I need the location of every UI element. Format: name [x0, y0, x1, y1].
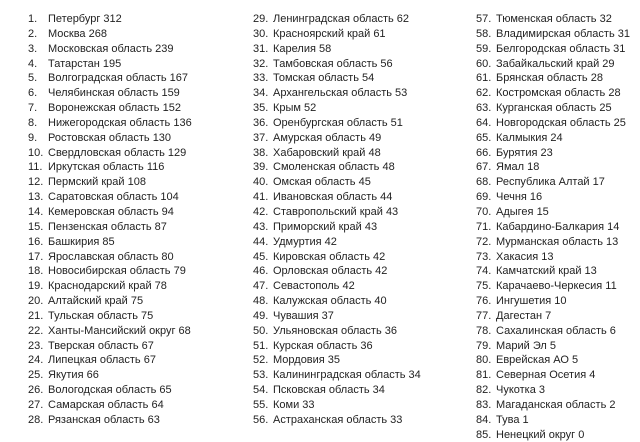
- list-item-number: 28.: [28, 413, 44, 426]
- list-item-number: 74.: [476, 265, 492, 278]
- list-item: [476, 398, 630, 413]
- list-item: [28, 383, 192, 398]
- list-item-label: Крым 52: [273, 102, 317, 115]
- list-item-number: 2.: [28, 27, 38, 40]
- list-item-number: 32.: [253, 57, 269, 70]
- list-item: [476, 279, 630, 294]
- list-item-label: Удмуртия 42: [273, 235, 337, 248]
- list-item-label: Ростовская область 130: [48, 131, 172, 144]
- list-item-label: Ивановская область 44: [273, 191, 393, 204]
- list-item-number: 40.: [253, 176, 269, 189]
- list-item-number: 35.: [253, 102, 269, 115]
- list-item: [476, 250, 630, 265]
- list-item-number: 71.: [476, 220, 492, 233]
- list-item-number: 1.: [28, 13, 38, 25]
- list-item-label: Ямал 18: [496, 161, 540, 174]
- list-item-label: Архангельская область 53: [273, 87, 408, 100]
- list-item-label: Новосибирская область 79: [48, 265, 186, 278]
- list-item-number: 11.: [28, 161, 43, 174]
- list-item-number: 59.: [476, 42, 492, 55]
- list-item-number: 31.: [253, 42, 269, 55]
- list-item-label: Карачаево-Черкесия 11: [496, 280, 617, 293]
- list-item-label: Брянская область 28: [496, 72, 603, 85]
- list-item-number: 3.: [28, 42, 38, 55]
- list-item: [476, 131, 630, 146]
- list-item: [476, 27, 630, 42]
- list-item: [253, 86, 421, 101]
- list-item: [476, 160, 630, 175]
- list-item-number: 37.: [253, 131, 269, 144]
- list-item-number: 53.: [253, 369, 269, 382]
- list-item-label: Тюменская область 32: [496, 13, 612, 25]
- list-item: [28, 279, 192, 294]
- list-item: [28, 101, 192, 116]
- list-item-number: 78.: [476, 324, 492, 337]
- list-item-number: 56.: [253, 413, 269, 426]
- list-item-number: 85.: [476, 428, 492, 441]
- list-item-label: Курганская область 25: [496, 102, 612, 115]
- list-item: [28, 250, 192, 265]
- list-item: [476, 383, 630, 398]
- list-item-label: Карелия 58: [273, 42, 332, 55]
- list-item-number: 7.: [28, 102, 38, 115]
- list-item-number: 73.: [476, 250, 492, 263]
- list-item-label: Калмыкия 24: [496, 131, 563, 144]
- list-item-label: Бурятия 23: [496, 146, 553, 159]
- list-item: [253, 235, 421, 250]
- list-item: [253, 413, 421, 428]
- list-item-number: 77.: [476, 309, 492, 322]
- list-item-number: 22.: [28, 324, 44, 337]
- list-item: [28, 57, 192, 72]
- list-item-number: 12.: [28, 176, 44, 189]
- list-item: [476, 190, 630, 205]
- list-item: [253, 294, 421, 309]
- list-item: [253, 309, 421, 324]
- list-item-number: 83.: [476, 398, 492, 411]
- list-item: [476, 413, 630, 428]
- list-item: [28, 12, 192, 27]
- list-item-label: Башкирия 85: [48, 235, 115, 248]
- list-item-number: 70.: [476, 205, 492, 218]
- list-item: [476, 205, 630, 220]
- list-item-label: Дагестан 7: [496, 309, 552, 322]
- list-item: [28, 205, 192, 220]
- list-item: [476, 368, 630, 383]
- list-item-label: Самарская область 64: [48, 398, 164, 411]
- list-item-label: Костромская область 28: [496, 87, 621, 100]
- list-item: [28, 86, 192, 101]
- list-item-number: 38.: [253, 146, 269, 159]
- list-item: [476, 220, 630, 235]
- list-item: [253, 12, 421, 27]
- list-item-number: 33.: [253, 72, 269, 85]
- list-item: [28, 160, 192, 175]
- list-item-label: Мурманская область 13: [496, 235, 619, 248]
- list-item-label: Саратовская область 104: [48, 191, 179, 204]
- list-item: [253, 250, 421, 265]
- list-item-number: 49.: [253, 309, 269, 322]
- list-item-number: 50.: [253, 324, 269, 337]
- list-item-label: Забайкальский край 29: [496, 57, 615, 70]
- list-item-label: Камчатский край 13: [496, 265, 597, 278]
- list-item: [476, 71, 630, 86]
- list-item-number: 20.: [28, 295, 44, 308]
- list-item: [28, 220, 192, 235]
- list-item-number: 23.: [28, 339, 44, 352]
- list-item-label: Псковская область 34: [273, 384, 385, 397]
- list-item: [253, 57, 421, 72]
- list-column-1: [28, 12, 192, 428]
- list-item-label: Марий Эл 5: [496, 339, 557, 352]
- list-item-number: 18.: [28, 265, 44, 278]
- list-item-label: Ярославская область 80: [48, 250, 174, 263]
- list-item-label: Магаданская область 2: [496, 398, 616, 411]
- list-item-number: 8.: [28, 116, 38, 129]
- list-item: [253, 264, 421, 279]
- list-item-label: Оренбургская область 51: [273, 116, 403, 129]
- list-item: [253, 368, 421, 383]
- list-item: [28, 264, 192, 279]
- list-item-number: 30.: [253, 27, 269, 40]
- list-item-number: 36.: [253, 116, 269, 129]
- list-item-label: Тамбовская область 56: [273, 57, 393, 70]
- list-item-label: Приморский край 43: [273, 220, 378, 233]
- list-item: [253, 353, 421, 368]
- list-item: [28, 190, 192, 205]
- list-item: [253, 42, 421, 57]
- list-item-number: 51.: [253, 339, 269, 352]
- list-item-number: 42.: [253, 205, 269, 218]
- list-item-number: 67.: [476, 161, 492, 174]
- list-item-number: 43.: [253, 220, 269, 233]
- list-item: [253, 339, 421, 354]
- list-item-number: 21.: [28, 309, 44, 322]
- list-item: [253, 160, 421, 175]
- list-item-number: 45.: [253, 250, 269, 263]
- list-item: [253, 146, 421, 161]
- list-item-number: 46.: [253, 265, 269, 278]
- list-item-number: 79.: [476, 339, 492, 352]
- list-item: [253, 116, 421, 131]
- list-item-number: 68.: [476, 176, 492, 189]
- list-item-number: 62.: [476, 87, 492, 100]
- list-item-number: 75.: [476, 280, 492, 293]
- list-item-number: 13.: [28, 191, 44, 204]
- list-item-label: Адыгея 15: [496, 205, 549, 218]
- list-item-number: 55.: [253, 398, 269, 411]
- list-item-number: 4.: [28, 57, 38, 70]
- list-item: [28, 235, 192, 250]
- list-item-number: 6.: [28, 87, 38, 100]
- list-item: [253, 205, 421, 220]
- list-item-label: Смоленская область 48: [273, 161, 395, 174]
- list-item-label: Северная Осетия 4: [496, 369, 596, 382]
- list-item: [253, 383, 421, 398]
- list-item: [28, 116, 192, 131]
- list-item: [253, 324, 421, 339]
- list-item: [476, 235, 630, 250]
- list-item-label: Вологодская область 65: [48, 384, 172, 397]
- list-item-label: Нижегородская область 136: [48, 116, 192, 129]
- list-item: [253, 71, 421, 86]
- list-item-number: 80.: [476, 354, 492, 367]
- list-item-label: Ставропольский край 43: [273, 205, 399, 218]
- list-item-label: Москва 268: [48, 27, 107, 40]
- list-item-number: 64.: [476, 116, 492, 129]
- list-item-label: Хакасия 13: [496, 250, 554, 263]
- list-item: [476, 57, 630, 72]
- list-item-label: Курская область 36: [273, 339, 373, 352]
- list-item: [476, 42, 630, 57]
- list-item-number: 84.: [476, 413, 492, 426]
- list-item-label: Калининградская область 34: [273, 369, 421, 382]
- list-item: [476, 309, 630, 324]
- list-item-label: Мордовия 35: [273, 354, 341, 367]
- list-item-label: Свердловская область 129: [48, 146, 187, 159]
- list-item-number: 16.: [28, 235, 44, 248]
- list-item-label: Петербург 312: [48, 13, 122, 25]
- list-item: [476, 101, 630, 116]
- list-item-number: 24.: [28, 354, 44, 367]
- list-item-number: 17.: [28, 250, 44, 263]
- list-item: [253, 131, 421, 146]
- list-item-label: Алтайский край 75: [48, 295, 144, 308]
- list-item-label: Коми 33: [273, 398, 315, 411]
- list-item-label: Тверская область 67: [48, 339, 154, 352]
- list-item-label: Кабардино-Балкария 14: [496, 220, 620, 233]
- list-item: [28, 368, 192, 383]
- list-item-label: Рязанская область 63: [48, 413, 160, 426]
- list-item-label: Кемеровская область 94: [48, 205, 174, 218]
- list-item-label: Томская область 54: [273, 72, 375, 85]
- list-item-number: 58.: [476, 27, 492, 40]
- list-item-label: Челябинская область 159: [48, 87, 180, 100]
- list-item-label: Белгородская область 31: [496, 42, 626, 55]
- list-item: [28, 413, 192, 428]
- list-item-label: Якутия 66: [48, 369, 99, 382]
- list-item: [28, 353, 192, 368]
- list-item: [253, 190, 421, 205]
- list-item: [28, 27, 192, 42]
- list-item-label: Красноярский край 61: [273, 27, 386, 40]
- list-item-label: Чукотка 3: [496, 384, 546, 397]
- list-item-label: Хабаровский край 48: [273, 146, 381, 159]
- list-item-label: Кировская область 42: [273, 250, 386, 263]
- list-item-label: Волгоградская область 167: [48, 72, 189, 85]
- list-item-label: Республика Алтай 17: [496, 176, 605, 189]
- list-item-number: 10.: [28, 146, 44, 159]
- list-item-label: Ханты-Мансийский округ 68: [48, 324, 191, 337]
- list-item-number: 29.: [253, 13, 269, 25]
- list-item-number: 19.: [28, 280, 44, 293]
- list-item: [253, 398, 421, 413]
- list-item: [253, 175, 421, 190]
- list-item: [253, 101, 421, 116]
- list-item-number: 27.: [28, 398, 44, 411]
- list-item-label: Тува 1: [496, 413, 529, 426]
- list-item: [28, 309, 192, 324]
- list-item-label: Липецкая область 67: [48, 354, 156, 367]
- list-item-label: Чечня 16: [496, 191, 543, 204]
- list-item: [253, 27, 421, 42]
- list-item-number: 82.: [476, 384, 492, 397]
- list-column-2: [253, 12, 421, 428]
- list-item-number: 63.: [476, 102, 492, 115]
- list-item-number: 48.: [253, 295, 269, 308]
- list-item-label: Краснодарский край 78: [48, 280, 167, 293]
- list-item-number: 72.: [476, 235, 492, 248]
- list-item-number: 65.: [476, 131, 492, 144]
- list-item: [253, 220, 421, 235]
- list-item: [28, 71, 192, 86]
- list-item-number: 47.: [253, 280, 269, 293]
- list-item-number: 41.: [253, 191, 269, 204]
- list-item-number: 26.: [28, 384, 44, 397]
- list-item: [476, 353, 630, 368]
- list-item-number: 54.: [253, 384, 269, 397]
- list-item: [28, 175, 192, 190]
- list-item-label: Новгородская область 25: [496, 116, 626, 129]
- list-item-label: Ленинградская область 62: [273, 13, 410, 25]
- list-item-label: Сахалинская область 6: [496, 324, 616, 337]
- list-item-label: Севастополь 42: [273, 280, 355, 293]
- list-item-number: 61.: [476, 72, 492, 85]
- list-item: [476, 294, 630, 309]
- list-item-label: Пензенская область 87: [48, 220, 167, 233]
- list-item-number: 76.: [476, 295, 492, 308]
- list-item-number: 5.: [28, 72, 38, 85]
- list-item-label: Чувашия 37: [273, 309, 334, 322]
- list-item-label: Владимирская область 31: [496, 27, 630, 40]
- list-item: [28, 324, 192, 339]
- list-item: [476, 175, 630, 190]
- list-column-3: [476, 12, 630, 442]
- list-item-number: 66.: [476, 146, 492, 159]
- list-item-label: Воронежская область 152: [48, 102, 181, 115]
- list-item: [28, 146, 192, 161]
- list-item-number: 60.: [476, 57, 492, 70]
- list-item-label: Ульяновская область 36: [273, 324, 397, 337]
- list-item-label: Омская область 45: [273, 176, 371, 189]
- list-item: [476, 86, 630, 101]
- list-item-label: Амурская область 49: [273, 131, 382, 144]
- list-item-number: 57.: [476, 13, 492, 25]
- list-item-number: 44.: [253, 235, 269, 248]
- list-item-number: 69.: [476, 191, 492, 204]
- list-item-label: Калужская область 40: [273, 295, 387, 308]
- list-item-label: Ингушетия 10: [496, 295, 567, 308]
- list-item: [28, 339, 192, 354]
- list-item: [476, 146, 630, 161]
- list-item: [476, 339, 630, 354]
- list-item-number: 52.: [253, 354, 269, 367]
- list-item: [476, 324, 630, 339]
- list-item-number: 39.: [253, 161, 269, 174]
- list-item-label: Татарстан 195: [48, 57, 122, 70]
- list-item-label: Орловская область 42: [273, 265, 388, 278]
- list-item: [28, 398, 192, 413]
- list-item-number: 14.: [28, 205, 44, 218]
- list-item: [253, 279, 421, 294]
- list-item-label: Еврейская АО 5: [496, 354, 579, 367]
- list-item-number: 9.: [28, 131, 38, 144]
- list-item-label: Московская область 239: [48, 42, 174, 55]
- list-item-label: Пермский край 108: [48, 176, 146, 189]
- list-item: [476, 264, 630, 279]
- list-item-label: Ненецкий округ 0: [496, 428, 585, 441]
- list-item: [476, 428, 630, 442]
- list-item: [476, 12, 630, 27]
- list-item-label: Астраханская область 33: [273, 413, 403, 426]
- list-item-label: Тульская область 75: [48, 309, 154, 322]
- list-item: [28, 294, 192, 309]
- list-item: [476, 116, 630, 131]
- list-item-number: 34.: [253, 87, 269, 100]
- list-item-number: 25.: [28, 369, 44, 382]
- list-item-number: 15.: [28, 220, 44, 233]
- list-item: [28, 42, 192, 57]
- list-item-label: Иркутская область 116: [48, 161, 165, 174]
- list-item-number: 81.: [476, 369, 492, 382]
- list-item: [28, 131, 192, 146]
